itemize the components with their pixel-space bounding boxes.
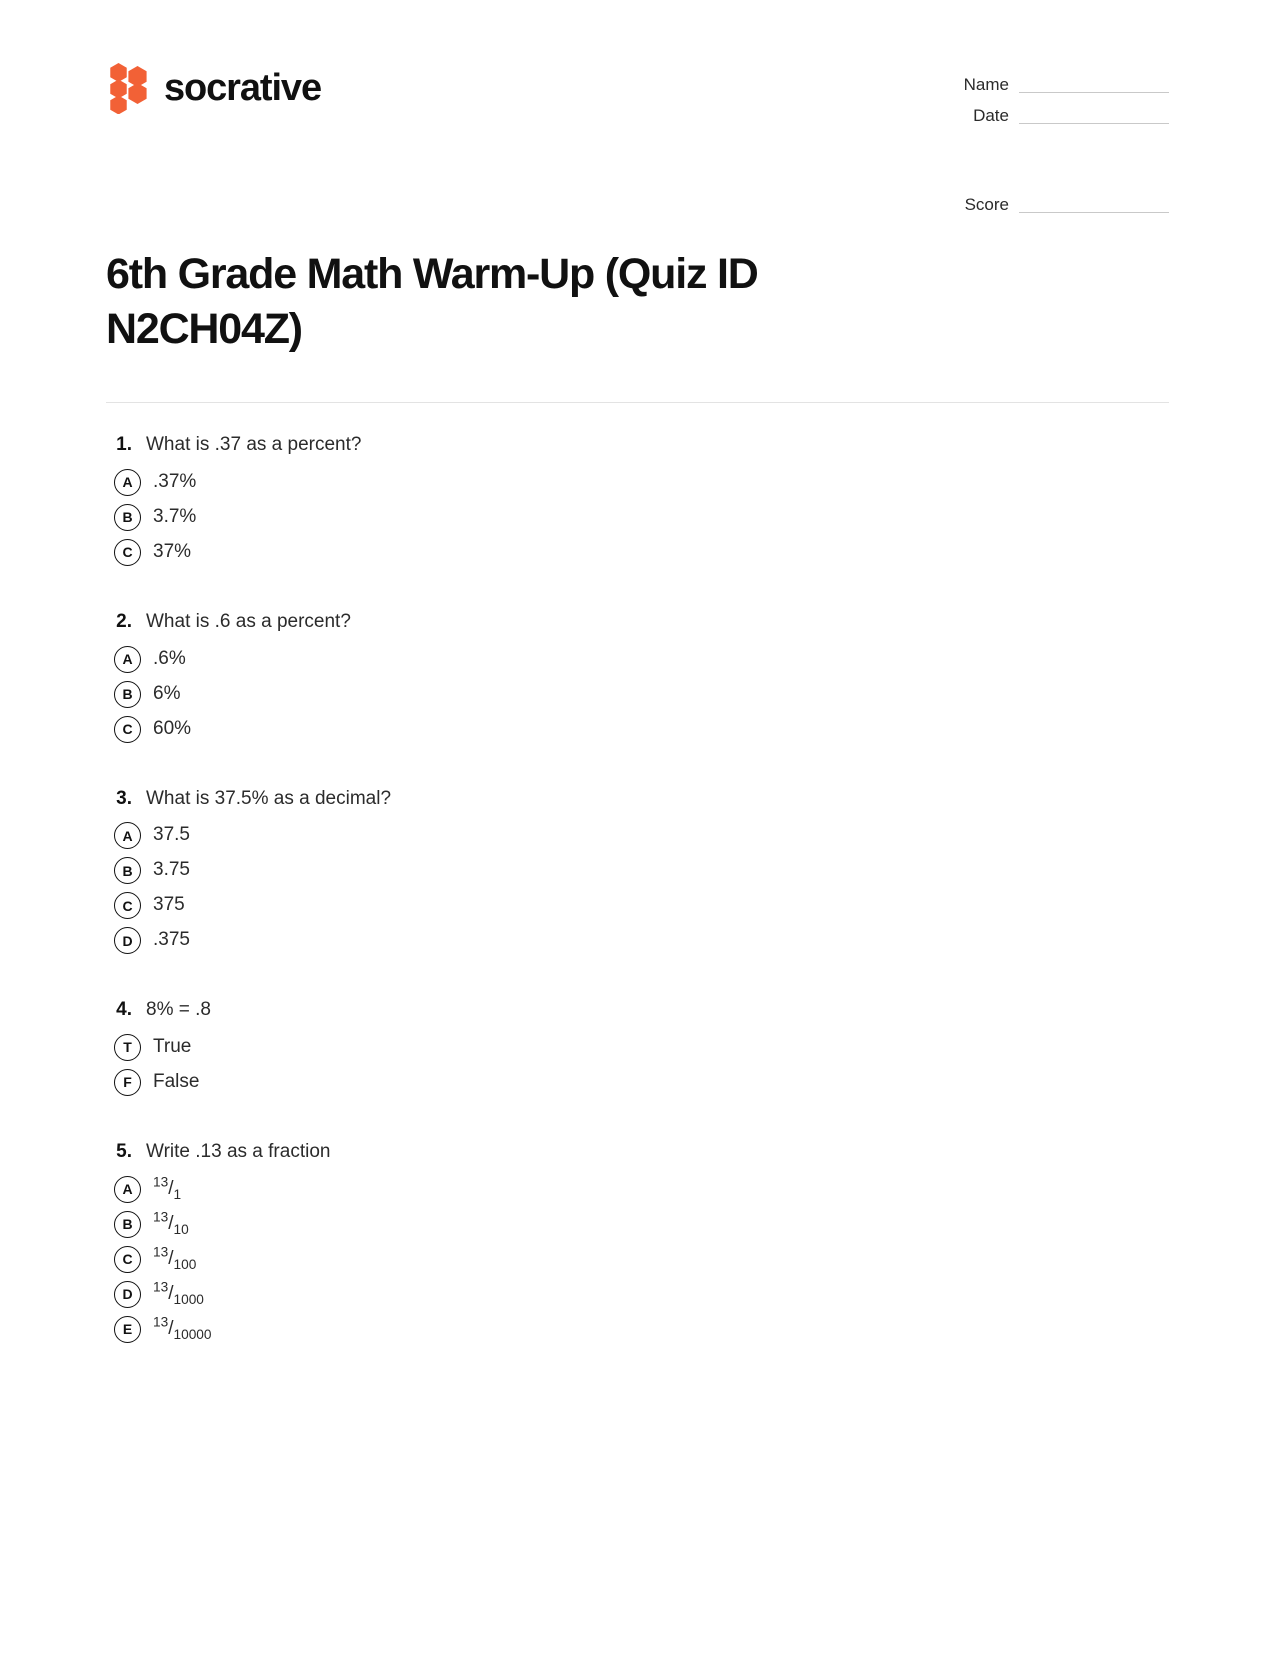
answer-text: 3.7% (153, 506, 197, 528)
fraction-denominator: 10 (173, 1221, 189, 1237)
answer-bubble[interactable]: F (114, 1069, 141, 1096)
question-number: 4. (116, 999, 132, 1021)
question-text: What is .6 as a percent? (146, 610, 351, 632)
answer-bubble[interactable]: E (114, 1316, 141, 1343)
answer-text: .6% (153, 647, 186, 669)
answer-text: 3.75 (153, 859, 190, 881)
answer-text: 60% (153, 717, 192, 739)
answer-option[interactable] (106, 469, 1169, 496)
answer-option[interactable] (106, 1211, 1169, 1238)
fraction-numerator: 13 (153, 1314, 169, 1330)
page-title: 6th Grade Math Warm-Up (Quiz ID N2CH04Z) (106, 250, 758, 353)
answer-bubble[interactable]: T (114, 1034, 141, 1061)
student-info-fields (931, 62, 1169, 225)
answer-bubble[interactable]: D (114, 927, 141, 954)
name-field-row (931, 74, 1169, 93)
answer-bubble[interactable]: C (114, 892, 141, 919)
fraction-slash: / (168, 1317, 174, 1339)
answer-option[interactable] (106, 1316, 1169, 1343)
answer-text (153, 1314, 212, 1342)
question-text: What is .37 as a percent? (146, 434, 362, 456)
answer-option[interactable] (106, 822, 1169, 849)
answer-text: 6% (153, 682, 181, 704)
question-text: What is 37.5% as a decimal? (146, 787, 392, 809)
fraction-slash: / (168, 1282, 174, 1304)
answer-bubble[interactable]: A (114, 469, 141, 496)
score-field-label: Score (964, 195, 1009, 214)
answer-bubble[interactable]: B (114, 681, 141, 708)
question-header (106, 787, 1169, 812)
question-item (106, 998, 1169, 1096)
question-item (106, 610, 1169, 743)
question-text: 8% = .8 (146, 999, 211, 1021)
answer-option[interactable] (106, 1281, 1169, 1308)
answer-option[interactable] (106, 716, 1169, 743)
fraction-denominator: 100 (173, 1256, 197, 1272)
question-header (106, 433, 1169, 458)
answer-text: 37.5 (153, 824, 190, 846)
answer-bubble[interactable]: B (114, 857, 141, 884)
score-field-row (931, 194, 1169, 213)
question-text: Write .13 as a fraction (146, 1140, 331, 1162)
question-header (106, 610, 1169, 635)
question-item (106, 433, 1169, 566)
fraction-slash: / (168, 1212, 174, 1234)
brand-name: socrative (164, 67, 321, 109)
answer-text: True (153, 1036, 192, 1058)
question-number: 2. (116, 610, 132, 632)
answer-text (153, 1244, 197, 1272)
score-field-line[interactable] (1019, 194, 1169, 213)
socrative-logo-icon (106, 62, 150, 114)
answer-option[interactable] (106, 1246, 1169, 1273)
fraction-slash: / (168, 1247, 174, 1269)
title-block (106, 225, 1169, 356)
question-item (106, 787, 1169, 955)
question-header (106, 998, 1169, 1023)
answer-option[interactable] (106, 646, 1169, 673)
question-header (106, 1140, 1169, 1165)
fraction-numerator: 13 (153, 1244, 169, 1260)
answer-option[interactable] (106, 1034, 1169, 1061)
page-header (106, 0, 1169, 225)
answer-bubble[interactable]: A (114, 822, 141, 849)
answer-bubble[interactable]: A (114, 1176, 141, 1203)
answer-option[interactable] (106, 927, 1169, 954)
fraction-denominator: 10000 (173, 1326, 212, 1342)
answer-bubble[interactable]: B (114, 1211, 141, 1238)
answer-text: False (153, 1071, 200, 1093)
answer-text: 375 (153, 894, 185, 916)
fraction-numerator: 13 (153, 1209, 169, 1225)
date-field-row (931, 105, 1169, 124)
answer-bubble[interactable]: C (114, 1246, 141, 1273)
answer-bubble[interactable]: D (114, 1281, 141, 1308)
answer-bubble[interactable]: A (114, 646, 141, 673)
answer-bubble[interactable]: C (114, 716, 141, 743)
answer-option[interactable] (106, 892, 1169, 919)
answer-bubble[interactable]: B (114, 504, 141, 531)
socrative-logo (106, 62, 321, 114)
answer-option[interactable] (106, 681, 1169, 708)
question-number: 5. (116, 1140, 132, 1162)
fraction-denominator: 1000 (173, 1291, 204, 1307)
fraction-slash: / (168, 1177, 174, 1199)
answer-text (153, 1279, 204, 1307)
answer-bubble[interactable]: C (114, 539, 141, 566)
answer-text: .375 (153, 929, 190, 951)
answer-option[interactable] (106, 857, 1169, 884)
name-field-line[interactable] (1019, 74, 1169, 93)
answer-option[interactable] (106, 539, 1169, 566)
answer-option[interactable] (106, 1069, 1169, 1096)
answer-text: .37% (153, 471, 197, 493)
question-list (106, 403, 1169, 1342)
answer-text: 37% (153, 541, 192, 563)
answer-text (153, 1209, 189, 1237)
date-field-line[interactable] (1019, 105, 1169, 124)
answer-option[interactable] (106, 504, 1169, 531)
answer-option[interactable] (106, 1176, 1169, 1203)
fraction-denominator: 1 (173, 1186, 182, 1202)
date-field-label: Date (973, 106, 1009, 125)
fraction-numerator: 13 (153, 1174, 169, 1190)
name-field-label: Name (963, 75, 1009, 94)
question-number: 3. (116, 787, 132, 809)
question-number: 1. (116, 434, 132, 456)
fraction-numerator: 13 (153, 1279, 169, 1295)
question-item (106, 1140, 1169, 1343)
answer-text (153, 1174, 182, 1202)
